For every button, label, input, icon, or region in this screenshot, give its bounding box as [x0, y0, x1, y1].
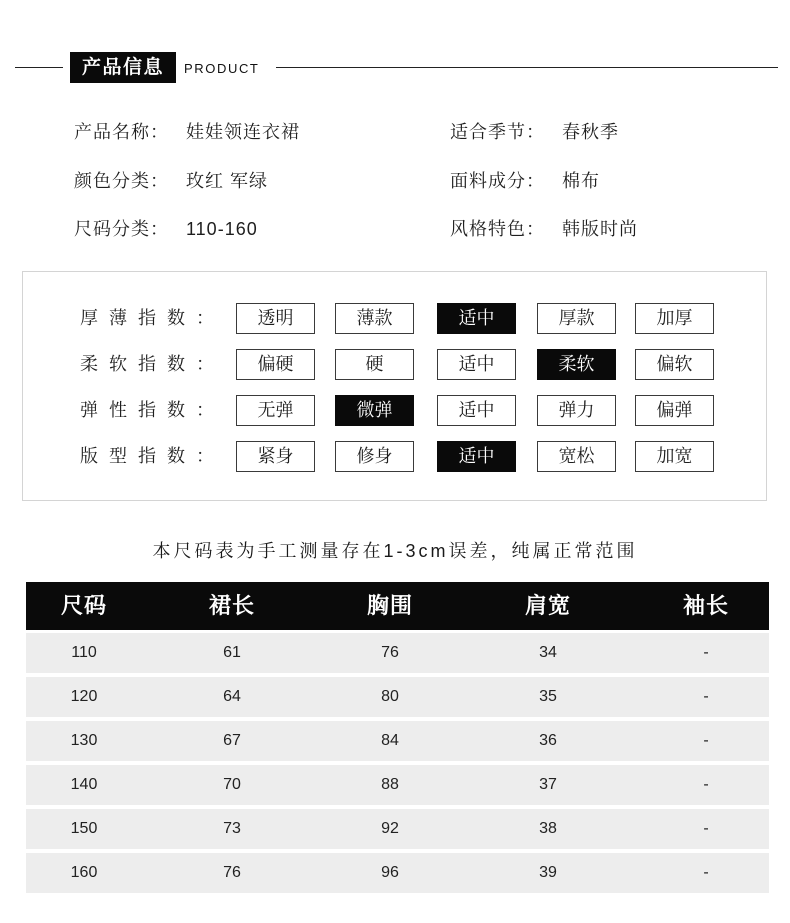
index-option: 偏硬 [236, 349, 315, 380]
info-label-fabric: 面料成分： [450, 171, 545, 191]
size-table-cell: 70 [223, 776, 241, 793]
size-table-cell: 160 [70, 864, 98, 881]
info-value-style: 韩版时尚 [562, 219, 638, 239]
index-option: 适中 [437, 395, 516, 426]
size-table-cell: - [703, 732, 709, 749]
index-option: 紧身 [236, 441, 315, 472]
size-table-header-shoulder: 肩宽 [524, 593, 571, 618]
size-table-cell: 73 [223, 820, 241, 837]
size-table-cell: 64 [223, 688, 241, 705]
info-label-product-name: 产品名称： [74, 122, 169, 142]
index-option: 微弹 [335, 395, 414, 426]
size-table-row [26, 809, 769, 849]
index-label-elasticity: 弹性指数： [80, 400, 225, 420]
info-label-color: 颜色分类： [74, 171, 169, 191]
index-option: 适中 [437, 303, 516, 334]
size-table-cell: 38 [539, 820, 557, 837]
size-table-cell: 84 [381, 732, 399, 749]
index-row-fit [0, 441, 790, 472]
index-label-thickness: 厚薄指数： [80, 308, 225, 328]
index-option: 适中 [437, 441, 516, 472]
size-table-cell: 76 [223, 864, 241, 881]
size-table-cell: 34 [539, 644, 557, 661]
size-table-cell: 37 [539, 776, 557, 793]
size-table-header-sleeve: 袖长 [682, 593, 729, 618]
size-table-cell: 36 [539, 732, 557, 749]
index-option: 薄款 [335, 303, 414, 334]
size-table-cell: 76 [381, 644, 399, 661]
size-table-header-size: 尺码 [60, 593, 107, 618]
info-label-season: 适合季节： [450, 122, 545, 142]
info-row [0, 169, 790, 193]
size-table-cell: 80 [381, 688, 399, 705]
size-table-cell: 35 [539, 688, 557, 705]
size-table-cell: - [703, 688, 709, 705]
size-table-cell: 96 [381, 864, 399, 881]
info-value-fabric: 棉布 [562, 171, 600, 191]
size-table-header [26, 582, 769, 630]
size-table-cell: 140 [70, 776, 98, 793]
size-table-cell: - [703, 776, 709, 793]
size-table-cell: 92 [381, 820, 399, 837]
size-table-header-bust: 胸围 [366, 593, 413, 618]
size-table-cell: 150 [70, 820, 98, 837]
size-table-cell: 39 [539, 864, 557, 881]
index-label-softness: 柔软指数： [80, 354, 225, 374]
index-option: 加宽 [635, 441, 714, 472]
size-table-cell: 130 [70, 732, 98, 749]
index-option: 弹力 [537, 395, 616, 426]
info-label-style: 风格特色： [450, 219, 545, 239]
section-title: 产品信息 [70, 52, 176, 83]
index-option: 柔软 [537, 349, 616, 380]
size-table-row [26, 633, 769, 673]
size-table-cell: 110 [71, 644, 97, 661]
size-table-cell: - [703, 644, 709, 661]
info-value-product-name: 娃娃领连衣裙 [186, 122, 300, 142]
index-row-softness [0, 349, 790, 380]
index-option: 修身 [335, 441, 414, 472]
size-table-row [26, 853, 769, 893]
index-option: 加厚 [635, 303, 714, 334]
info-label-size-range: 尺码分类： [74, 219, 169, 239]
size-table-cell: 67 [223, 732, 241, 749]
size-table-cell: 61 [223, 644, 241, 661]
size-table-cell: - [703, 864, 709, 881]
index-option: 偏弹 [635, 395, 714, 426]
size-table-cell: 120 [70, 688, 98, 705]
header-divider-left [15, 67, 63, 68]
index-option: 偏软 [635, 349, 714, 380]
index-option: 宽松 [537, 441, 616, 472]
info-row [0, 120, 790, 144]
index-label-fit: 版型指数： [80, 446, 225, 466]
index-option: 无弹 [236, 395, 315, 426]
size-table-cell: 88 [381, 776, 399, 793]
size-table-note: 本尺码表为手工测量存在1-3cm误差，纯属正常范围 [152, 541, 638, 561]
size-table-header-length: 裙长 [208, 593, 255, 618]
info-row [0, 217, 790, 241]
index-row-thickness [0, 303, 790, 334]
size-table-cell: - [703, 820, 709, 837]
section-subtitle: PRODUCT [184, 61, 260, 76]
size-table-row [26, 677, 769, 717]
header-divider-right [276, 67, 778, 68]
info-value-color: 玫红 军绿 [186, 171, 269, 191]
index-option: 厚款 [537, 303, 616, 334]
index-option: 硬 [335, 349, 414, 380]
size-table-row [26, 765, 769, 805]
info-value-size-range: 110-160 [186, 219, 258, 239]
info-value-season: 春秋季 [562, 122, 619, 142]
size-table-row [26, 721, 769, 761]
index-row-elasticity [0, 395, 790, 426]
index-option: 透明 [236, 303, 315, 334]
index-option: 适中 [437, 349, 516, 380]
